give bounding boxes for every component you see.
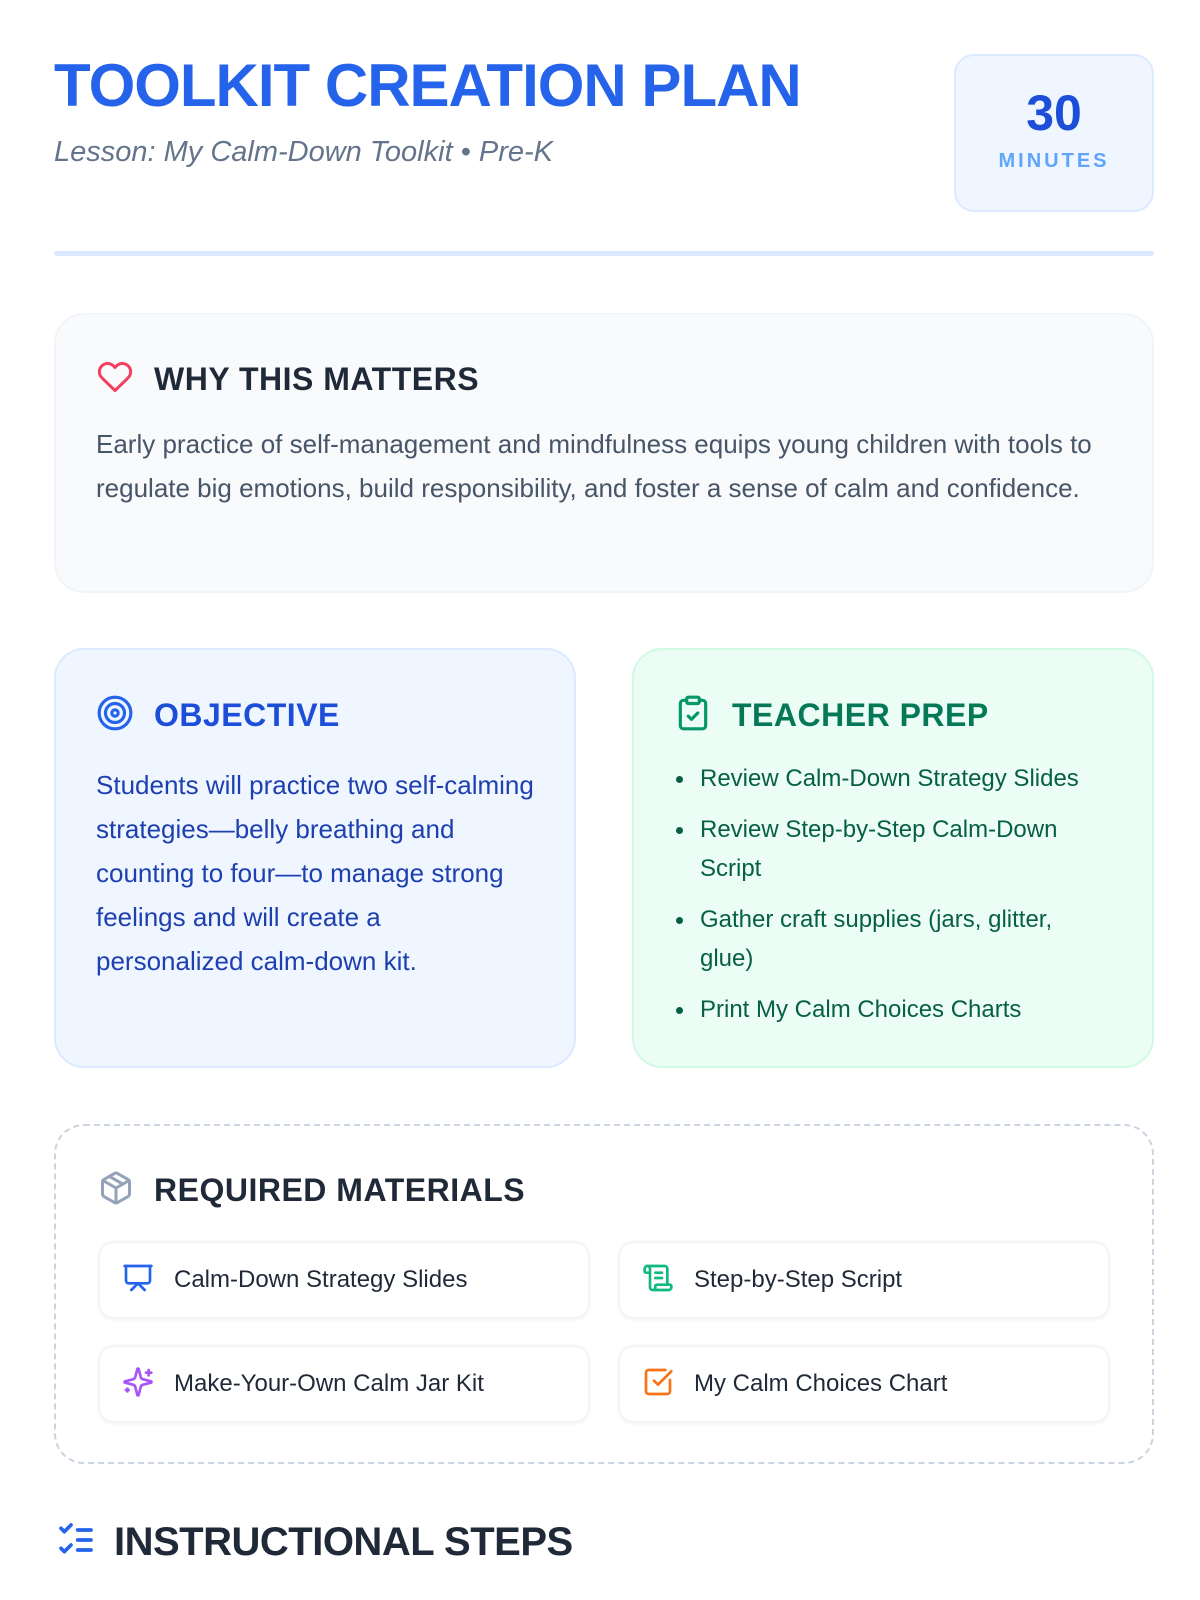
- materials-grid: [98, 1241, 1110, 1423]
- material-label: Step-by-Step Script: [694, 1266, 903, 1293]
- list-checks-icon: [54, 1520, 98, 1565]
- material-label: My Calm Choices Chart: [694, 1370, 948, 1397]
- presentation-icon: [122, 1262, 154, 1299]
- checkbox-icon: [642, 1366, 674, 1403]
- header-divider: [54, 251, 1154, 256]
- page-title: TOOLKIT CREATION PLAN: [54, 52, 801, 119]
- prep-title: TEACHER PREP: [732, 697, 989, 733]
- teacher-prep-card: [632, 648, 1154, 1068]
- duration-value: 30: [1026, 85, 1082, 141]
- duration-badge: [954, 54, 1154, 212]
- why-text: Early practice of self-management and mindfulness equips young children with tools to regulate big emotions, build responsibility, and foster a sense of calm and confidence.: [96, 429, 1092, 503]
- prep-item: Print My Calm Choices Charts: [674, 990, 1112, 1029]
- duration-unit: MINUTES: [998, 150, 1110, 172]
- script-icon: [642, 1262, 674, 1299]
- box-icon: [98, 1170, 134, 1211]
- why-this-matters-card: [54, 313, 1154, 593]
- prep-item: Review Calm-Down Strategy Slides: [674, 759, 1112, 798]
- material-item: [618, 1345, 1110, 1423]
- heart-icon: [96, 359, 134, 400]
- material-item: [98, 1345, 590, 1423]
- material-label: Calm-Down Strategy Slides: [174, 1266, 468, 1293]
- material-label: Make-Your-Own Calm Jar Kit: [174, 1370, 484, 1397]
- objective-title: OBJECTIVE: [154, 697, 340, 733]
- steps-title: INSTRUCTIONAL STEPS: [114, 1520, 573, 1564]
- objective-text: Students will practice two self-calming strategies—belly breathing and counting to four—to manage strong feelings and will create a personalized calm-down kit.: [96, 770, 534, 976]
- objective-card: [54, 648, 576, 1068]
- prep-item: Review Step-by-Step Calm-Down Script: [674, 810, 1112, 888]
- sparkles-icon: [122, 1366, 154, 1403]
- target-icon: [96, 694, 134, 737]
- clipboard-check-icon: [674, 694, 712, 737]
- why-title: WHY THIS MATTERS: [154, 361, 480, 397]
- lesson-subtitle: Lesson: My Calm-Down Toolkit • Pre-K: [54, 136, 554, 168]
- prep-list: [674, 759, 1112, 1029]
- instructional-steps-heading: [54, 1520, 573, 1565]
- prep-item: Gather craft supplies (jars, glitter, glue): [674, 900, 1112, 978]
- material-item: [98, 1241, 590, 1319]
- required-materials-card: [54, 1124, 1154, 1464]
- material-item: [618, 1241, 1110, 1319]
- materials-title: REQUIRED MATERIALS: [154, 1172, 526, 1208]
- header: [54, 54, 1154, 214]
